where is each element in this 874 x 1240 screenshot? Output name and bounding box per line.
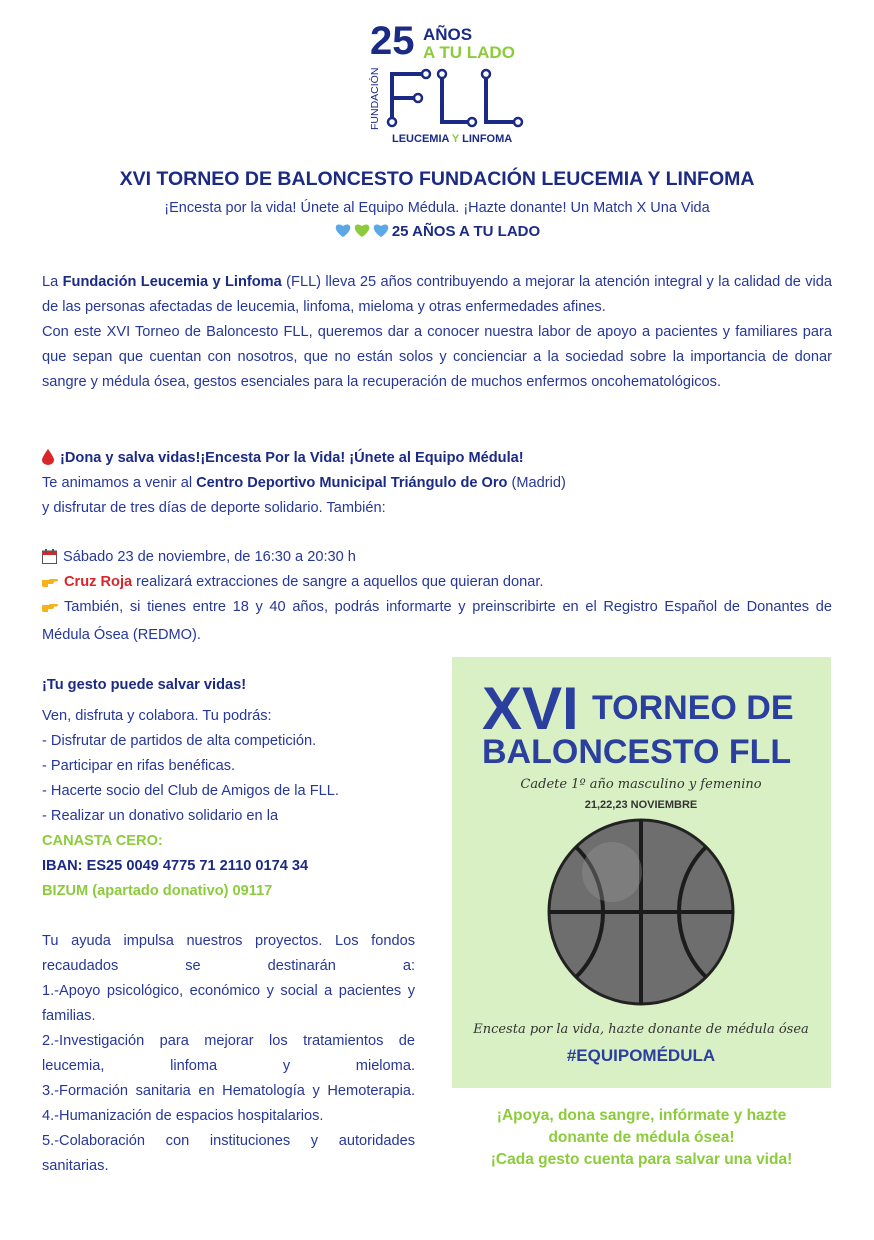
intro-paragraph-1: La Fundación Leucemia y Linfoma (FLL) lleva 25 años contribuyendo a mejorar la atención integral y la calidad de vida de las personas afectadas de leucemia, linfoma, mieloma y otras enfermedades afines. xyxy=(42,274,832,315)
bizum-value: BIZUM (apartado donativo) 09117 xyxy=(42,883,273,899)
list-item: - Hacerte socio del Club de Amigos de la FLL. xyxy=(42,783,339,799)
poster-slogan: Encesta por la vida, hazte donante de médula ósea xyxy=(473,1022,809,1037)
left-column xyxy=(42,673,415,1179)
fund-item: 3.-Formación sanitaria en Hematología y Hemoterapia. xyxy=(42,1083,415,1099)
logo-fll-glyphs xyxy=(392,74,518,122)
left-intro: Ven, disfruta y colabora. Tu podrás: xyxy=(42,708,272,724)
event-date: Sábado 23 de noviembre, de 16:30 a 20:30 h xyxy=(42,545,356,573)
list-item: - Disfrutar de partidos de alta competición. xyxy=(42,733,317,749)
funds-intro: Tu ayuda impulsa nuestros proyectos. Los fondos recaudados se destinarán a: xyxy=(42,933,415,974)
poster-xvi: XVI xyxy=(482,675,579,742)
intro-paragraph-2: Con este XVI Torneo de Baloncesto FLL, queremos dar a conocer nuestra labor de apoyo a pacientes y familiares para que sepan que cuentan con nosotros, que no están solos y concienciar a la sociedad sobre la importancia de donar sangre y médula ósea, gestos esenciales para la recuperación de muchos enfermos oncohematológicos. xyxy=(42,324,832,390)
poster-baloncesto: BALONCESTO FLL xyxy=(482,733,792,771)
fund-item: 1.-Apoyo psicológico, económico y social a pacientes y familias. xyxy=(42,983,415,1024)
hearts-icon xyxy=(334,222,390,242)
tournament-poster xyxy=(452,657,831,1088)
logo-subtitle: LEUCEMIA Y LINFOMA xyxy=(392,133,513,145)
pointing-hand-icon xyxy=(42,598,58,623)
gesture-heading: ¡Tu gesto puede salvar vidas! xyxy=(42,677,247,693)
list-item: - Participar en rifas benéficas. xyxy=(42,758,236,774)
poster-hashtag: #EQUIPOMÉDULA xyxy=(566,1046,716,1065)
logo-vertical-text: FUNDACIÓN xyxy=(369,67,381,130)
poster-dates: 21,22,23 NOVIEMBRE xyxy=(584,799,698,811)
page-subtitle: ¡Encesta por la vida! Únete al Equipo Médula. ¡Hazte donante! Un Match X Una Vida xyxy=(164,200,710,216)
logo-slogan: A TU LADO xyxy=(423,43,515,62)
intro-text xyxy=(42,270,832,395)
list-item: - Realizar un donativo solidario en la xyxy=(42,808,279,824)
logo-years-word: AÑOS xyxy=(423,25,473,44)
closing-line: donante de médula ósea! xyxy=(548,1129,735,1146)
page-title: XVI TORNEO DE BALONCESTO FUNDACIÓN LEUCEMIA Y LINFOMA xyxy=(119,168,755,190)
cta-headline: ¡Dona y salva vidas!¡Encesta Por la Vida! ¡Únete al Equipo Médula! xyxy=(42,446,524,474)
cta-line-2: y disfrutar de tres días de deporte solidario. También: xyxy=(42,500,386,516)
iban-value: IBAN: ES25 0049 4775 71 2110 0174 34 xyxy=(42,858,309,874)
closing-line: ¡Cada gesto cuenta para salvar una vida! xyxy=(490,1151,793,1168)
closing-message xyxy=(452,1105,831,1171)
poster-category: Cadete 1º año masculino y femenino xyxy=(520,777,762,792)
cta-venue-line: Te animamos a venir al Centro Deportivo Municipal Triángulo de Oro (Madrid) xyxy=(42,475,566,491)
fund-item: 4.-Humanización de espacios hospitalarios. xyxy=(42,1108,324,1124)
anniversary-tagline: 25 AÑOS A TU LADO xyxy=(0,222,874,242)
redmo-line: También, si tienes entre 18 y 40 años, podrás informarte y preinscribirte en el Registro Español de Donantes de Médula Ósea (REDMO). xyxy=(42,599,832,643)
closing-line: ¡Apoya, dona sangre, infórmate y hazte xyxy=(496,1107,787,1124)
fund-item: 2.-Investigación para mejorar los tratamientos de leucemia, linfoma y mieloma. xyxy=(42,1033,415,1074)
fll-logo xyxy=(368,18,528,146)
basketball-icon xyxy=(549,820,733,1004)
logo-years-number: 25 xyxy=(370,19,415,63)
fund-item: 5.-Colaboración con instituciones y autoridades sanitarias. xyxy=(42,1133,415,1174)
red-cross-line: Cruz Roja realizará extracciones de sangre a aquellos que quieran donar. xyxy=(42,570,543,598)
poster-torneo: TORNEO DE xyxy=(592,689,794,727)
canasta-label: CANASTA CERO: xyxy=(42,833,163,849)
